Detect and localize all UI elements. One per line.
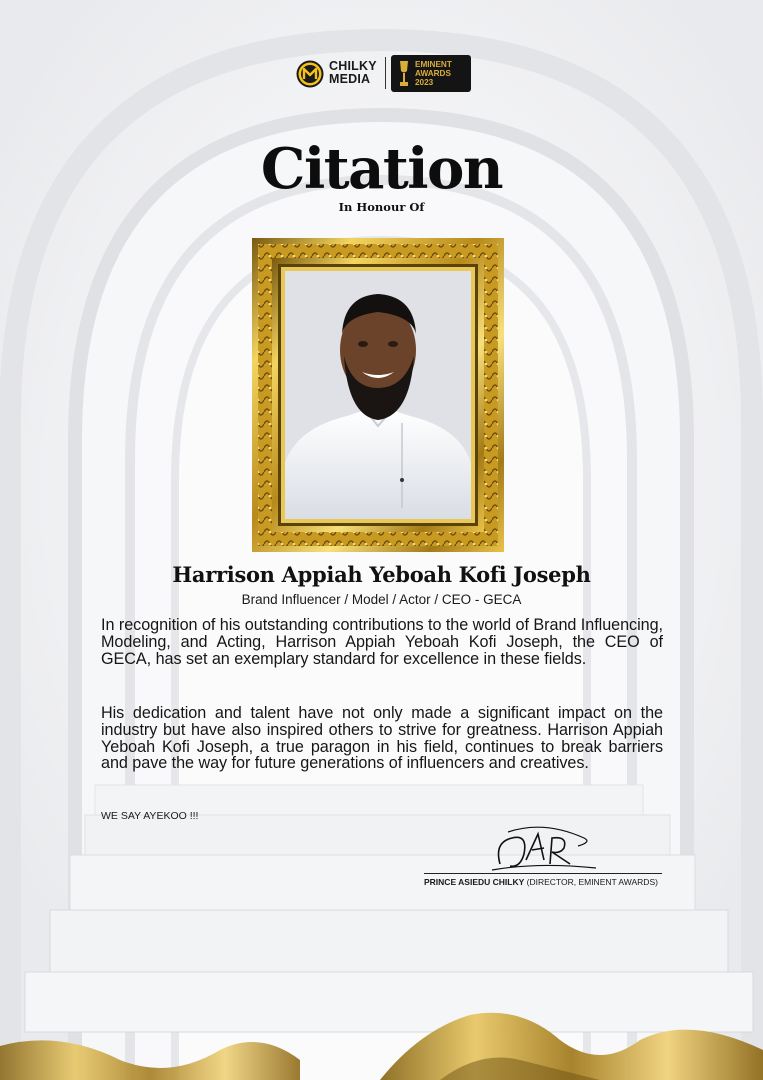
portrait-photo [285, 271, 471, 519]
chilky-media-logo-icon [295, 59, 325, 89]
portrait-frame [252, 238, 504, 552]
honoree-name: Harrison Appiah Yeboah Kofi Joseph [172, 562, 591, 587]
eminent-awards-logo [391, 55, 471, 92]
honoree-roles: Brand Influencer / Model / Actor / CEO - GECA [241, 592, 522, 607]
signatory-name: PRINCE ASIEDU CHILKY [424, 877, 525, 887]
closing-line: WE SAY AYEKOO !!! [101, 810, 199, 822]
signatory [424, 877, 658, 887]
signature-image [488, 824, 600, 876]
logo-divider [385, 57, 386, 89]
page-title: Citation [260, 136, 503, 202]
page-subtitle: In Honour Of [338, 200, 425, 214]
citation-paragraph-2: His dedication and talent have not only made a significant impact on the industry but have also inspired others to strive for greatness. Harrison Appiah Yeboah Kofi Joseph, a true paragon in his field, continues to break barriers and pave the way for future generations of influencers and creatives. [101, 704, 663, 773]
signatory-title: (DIRECTOR, EMINENT AWARDS) [526, 877, 658, 887]
header-logos [0, 53, 763, 93]
signature-line [424, 873, 662, 874]
chilky-media-wordmark: CHILKY MEDIA [329, 59, 377, 86]
citation-paragraph-1: In recognition of his outstanding contributions to the world of Brand Influencing, Modeling, and Acting, Harrison Appiah Yeboah Kofi Joseph, the CEO of GECA, has set an exemplary standard for excellence in these fields. [101, 616, 663, 668]
trophy-icon [397, 59, 411, 88]
eminent-awards-wordmark: EMINENT AWARDS 2023 [415, 60, 452, 87]
